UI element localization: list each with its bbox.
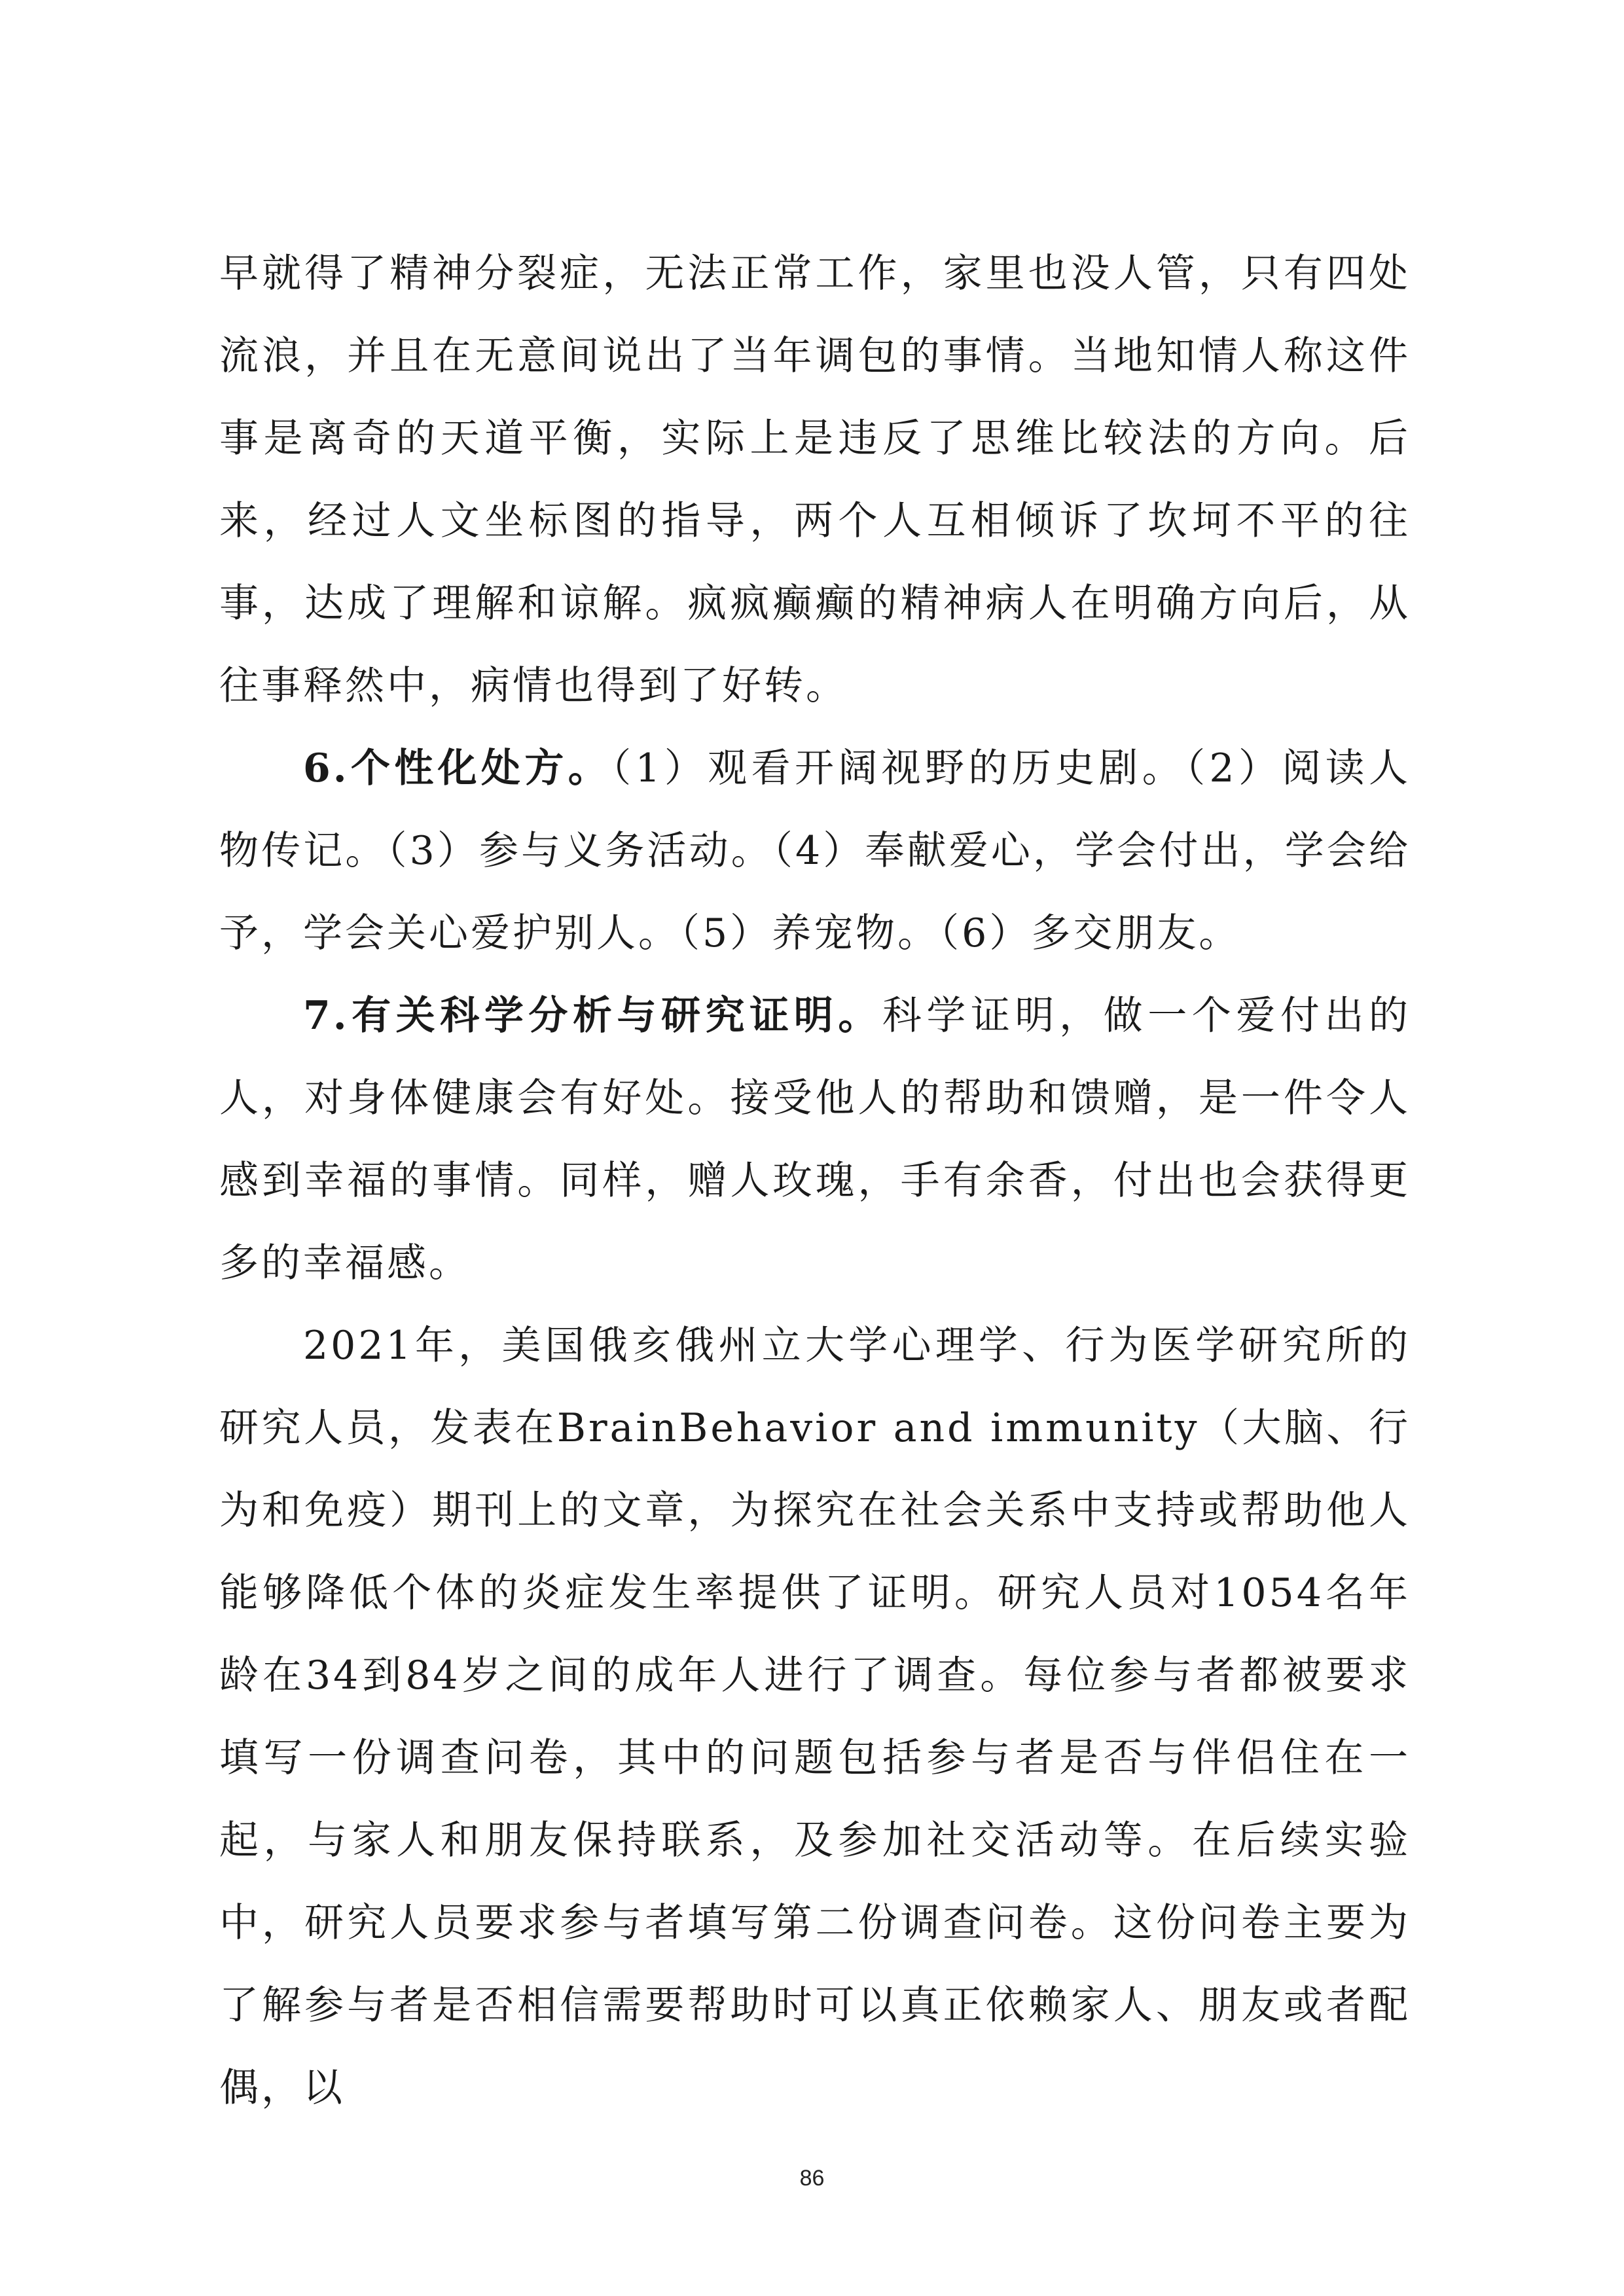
paragraph-study [219,1304,1411,2129]
body-text [219,232,1411,2129]
paragraph-text: （1）观看开阔视野的历史剧。（2）阅读人物传记。（3）参与义务活动。（4）奉献爱心，学会付出，学会给予，学会关心爱护别人。（5）养宠物。（6）多交朋友。 [219,745,1411,956]
paragraph-text: 早就得了精神分裂症，无法正常工作，家里也没人管，只有四处流浪，并且在无意间说出了当年调包的事情。当地知情人称这件事是离奇的天道平衡，实际上是违反了思维比较法的方向。后来，经过人文坐标图的指导，两个人互相倾诉了坎坷不平的往事，达成了理解和谅解。疯疯癫癫的精神病人在明确方向后，从往事释然中，病情也得到了好转。 [219,251,1411,709]
section-heading: 7.有关科学分析与研究证明。 [303,993,882,1039]
paragraph-text: 科学证明，做一个爱付出的人，对身体健康会有好处。接受他人的帮助和馈赠，是一件令人感到幸福的事情。同样，赠人玫瑰，手有余香，付出也会获得更多的幸福感。 [219,993,1411,1286]
paragraph-science [219,975,1411,1304]
page-number: 86 [799,2166,825,2191]
paragraph-continuation [219,232,1411,727]
section-heading: 6.个性化处方。 [303,745,612,791]
paragraph-text: 2021年，美国俄亥俄州立大学心理学、行为医学研究所的研究人员，发表在BrainBehavior and immunity（大脑、行为和免疫）期刊上的文章，为探究在社会关系中支持或帮助他人能够降低个体的炎症发生率提供了证明。研究人员对1054名年龄在34到84岁之间的成年人进行了调查。每位参与者都被要求填写一份调查问卷，其中的问题包括参与者是否与伴侣住在一起，与家人和朋友保持联系，及参加社交活动等。在后续实验中，研究人员要求参与者填写第二份调查问卷。这份问卷主要为了解参与者是否相信需要帮助时可以真正依赖家人、朋友或者配偶，以 [219,1323,1411,2111]
paragraph-prescription [219,727,1411,975]
